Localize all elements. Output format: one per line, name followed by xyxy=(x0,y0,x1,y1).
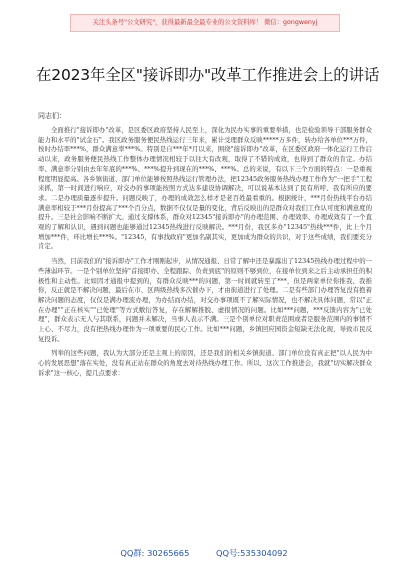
salutation: 同志们： xyxy=(38,112,66,120)
page-footer xyxy=(0,547,408,559)
paragraph-3: 列举的这些问题，我认为大部分还是主观上的原因，还是我们的相关乡镇街道、部门单位没有真正把"以人民为中心的发展思想"落在实处，没有真正站在群众的角度去对待热线办理工作。所以，这次工作推进会，我就"切实解决群众诉求"这一核心，提几点要求： xyxy=(38,349,372,377)
footer-qq: QQ号:535304092 xyxy=(216,548,288,558)
promo-banner: 关注头条号"公文研究"，获得最新最全最专业的公文资料库！ 微信：gongwenyj xyxy=(70,14,340,32)
paragraph-1: 全面推行"接诉即办"改革，是区委区政府坚持人民至上，深化为民办实事的重要举措，也是检验领导干部服务群众能力和水平的"试金石"。我区政务服务便民热线运行三年来，累计受理群众反映*****万多件，转办给各单位***万件，按时办结率***%，群众满意率***%。特别是自***年*月以来，围绕"接诉即办"改革，在区委区政府一体化运行工作启动以来，政务服务便民热线工作整体办理情况相较于以往大有改观，取得了不错的成效，也得到了群众的肯定。办结率、满意率分别由去年年底的***%、***%提升到现在的***%、***%。总的来说，有以下三个方面的特点：一是重视程度明显提高。各乡镇街道、部门单位能够按照热线运行管理办法，把12345政务服务热线办理工作作为"一把手"工程来抓，第一时间进行响应，对交办的事项能按照方式达多建设协调解决，可以说基本达到了民有所呼、我有所应的要求。二是办理质量逐步提升。问题反映了，办理的成效怎么样才是老百姓最看重的。根据统计，***月份热线平台办结满意率相较于***月份提高了***个百分点，数据不仅仅是量的变化，背后反映出的是群众对我们工作认可度和满意度的提升。三是社会影响不断扩大。通过支撑体系，群众对12345"接诉即办"的办理范围、办理效率、办理成效有了一个直观的了解和认识，遇到问题也能够通过12345热线进行反映解决。***月份，我区多办"12345"热线***件，比上个月增加***件，环比增长***%。"12345，有事找政府"更加名副其实，更加成为群众的共识，对于这些成绩，我们要充分肯定。 xyxy=(38,126,372,251)
paragraph-2: 当然，目前我们的"接诉即办"工作才刚刚起步，从情况通报、日常了解中还是暴露出了12345热线办理过程中的一些薄弱环节。一是个别单位坚持"首接即办、全程跟踪、负责到底"的原则不够到位，在接单位到来之后主动承担任的积极性和主动性。比如因才通报中提到的，有群众反映***的问题，第一时间就转至了***，但是两家单位你推我、我推你，反正就是不解决问题，最后在市、区两级热线多次催办下，才由街道进行了处理。二是有些部门办理答复没有抱着解决问题的态度，仅仅是满办理流办理，为办结而办结，对交办事项既不了解实际情况，也不解决具体问题，常以"正在办理""正在核实""已处理"等方式敷衍答复，存在解解推脱、虚报情况的问题。比如***问题，***反馈内容为"已处理"，群众表示无人与其联系，问题并未解决，当事人表示不满。三是个别单位对职责范围或者是服务范围内的事情不上心、不尽力，没有把热线办理作为一项重要的民心工作。比如***问题，乡镇回应园资金短缺无法化现，导致市民反复投诉。 xyxy=(38,257,372,343)
footer-qq-group: QQ群: 30265665 xyxy=(120,548,190,558)
document-title: 在2023年全区"接诉即办"改革工作推进会上的讲话 xyxy=(36,66,380,84)
document-body xyxy=(38,126,372,384)
